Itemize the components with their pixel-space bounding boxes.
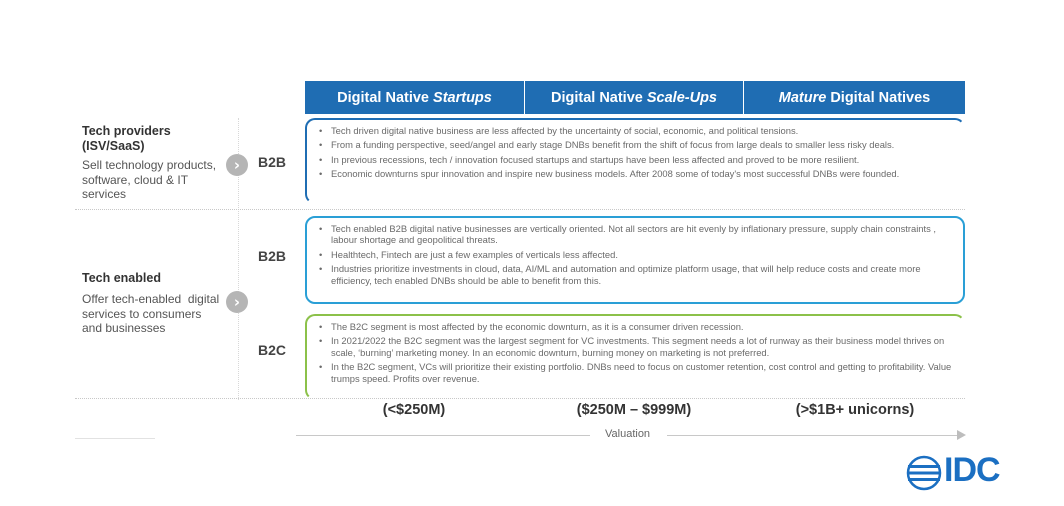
bullet-item: • The B2C segment is most affected by the economic downturn, as it is a consumer driven recession.	[317, 321, 955, 332]
tech-enabled-desc-line1: Offer tech-enabled digital	[82, 292, 220, 306]
tech-providers-title	[82, 124, 171, 154]
column-header-italic: Scale-Ups	[646, 89, 717, 106]
valuation-axis-left	[296, 435, 590, 436]
footer-line	[75, 438, 155, 439]
column-header-mature	[744, 81, 965, 114]
column-header-italic: Mature	[778, 89, 827, 106]
idc-globe-icon	[906, 455, 942, 491]
tech-providers-desc	[82, 158, 216, 202]
tech-enabled-desc-line2: services to consumers	[82, 306, 202, 321]
column-header-italic: Startups	[433, 89, 492, 106]
bullets-box-tech-providers-b2b	[305, 118, 965, 204]
chevron-right-icon: ›	[226, 154, 248, 176]
tech-providers-desc-line3: services	[82, 187, 127, 201]
bullet-item: • Industries prioritize investments in cloud, data, AI/ML and automation and optimize platform usage, that will help reduce costs and create more efficiency, tech enabled DNBs should be able to benefit from this.	[317, 263, 955, 286]
segment-b2c: B2C	[258, 342, 287, 358]
chevron-right-icon: ›	[226, 291, 248, 313]
column-header-prefix: Digital Native	[337, 89, 434, 106]
revenue-startups: (<$250M)	[382, 402, 446, 418]
tech-providers-title-line2: (ISV/SaaS)	[82, 139, 145, 153]
bullets-box-tech-enabled-b2b	[305, 216, 965, 304]
bullet-item: • From a funding perspective, seed/angel and early stage DNBs benefit from the shift of focus from large deals to smaller less risky deals.	[317, 139, 955, 150]
bullet-item: • In previous recessions, tech / innovation focused startups and startups have been less affected and proved to be more resilient.	[317, 154, 955, 165]
bullet-item: • Tech enabled B2B digital native businesses are vertically oriented. Not all sectors are hit evenly by inflationary pressure, supply chain constraints , labour shortage and geopolitical threats.	[317, 223, 955, 246]
bullet-item: • Economic downturns spur innovation and inspire new business models. After 2008 some of today's most successful DNBs were founded.	[317, 168, 955, 179]
arrow-right-icon	[957, 430, 966, 440]
bullets-box-tech-enabled-b2c	[305, 314, 965, 400]
row-divider	[75, 209, 965, 210]
revenue-mature: (>$1B+ unicorns)	[795, 402, 915, 418]
bullet-item: • In 2021/2022 the B2C segment was the largest segment for VC investments. This segment needs a lot of runway as their business model thrives on scale, ‘burning’ marketing money. In an economic downturn, burning money on marketing is not preferred.	[317, 335, 955, 358]
column-header-scale-ups	[525, 81, 743, 114]
tech-enabled-title: Tech enabled	[82, 271, 161, 285]
bullet-item: • Tech driven digital native business are less affected by the uncertainty of social, economic, and political tensions.	[317, 125, 955, 136]
tech-providers-desc-line2: software, cloud & IT	[82, 172, 189, 187]
segment-b2b-enabled: B2B	[258, 248, 287, 264]
tech-providers-desc-line1: Sell technology products,	[82, 158, 217, 172]
segment-b2b-providers: B2B	[258, 154, 287, 170]
tech-providers-title-line1: Tech providers	[82, 124, 171, 138]
column-header-startups	[305, 81, 524, 114]
column-header-prefix: Digital Native	[550, 89, 647, 106]
tech-enabled-desc	[82, 292, 219, 336]
valuation-axis-label: Valuation	[605, 428, 651, 440]
tech-enabled-desc-line3: and businesses	[82, 321, 166, 335]
bullet-item: • In the B2C segment, VCs will prioritize their existing portfolio. DNBs need to focus on customer retention, cost control and getting to profitability. Value trumps speed. Profits over revenue.	[317, 361, 955, 384]
revenue-scale-ups: ($250M – $999M)	[576, 402, 692, 418]
column-header-suffix: Digital Natives	[826, 89, 931, 106]
bullet-item: • Healthtech, Fintech are just a few examples of verticals less affected.	[317, 249, 955, 260]
valuation-axis-right	[667, 435, 957, 436]
idc-logo-text: IDC	[944, 451, 1000, 489]
